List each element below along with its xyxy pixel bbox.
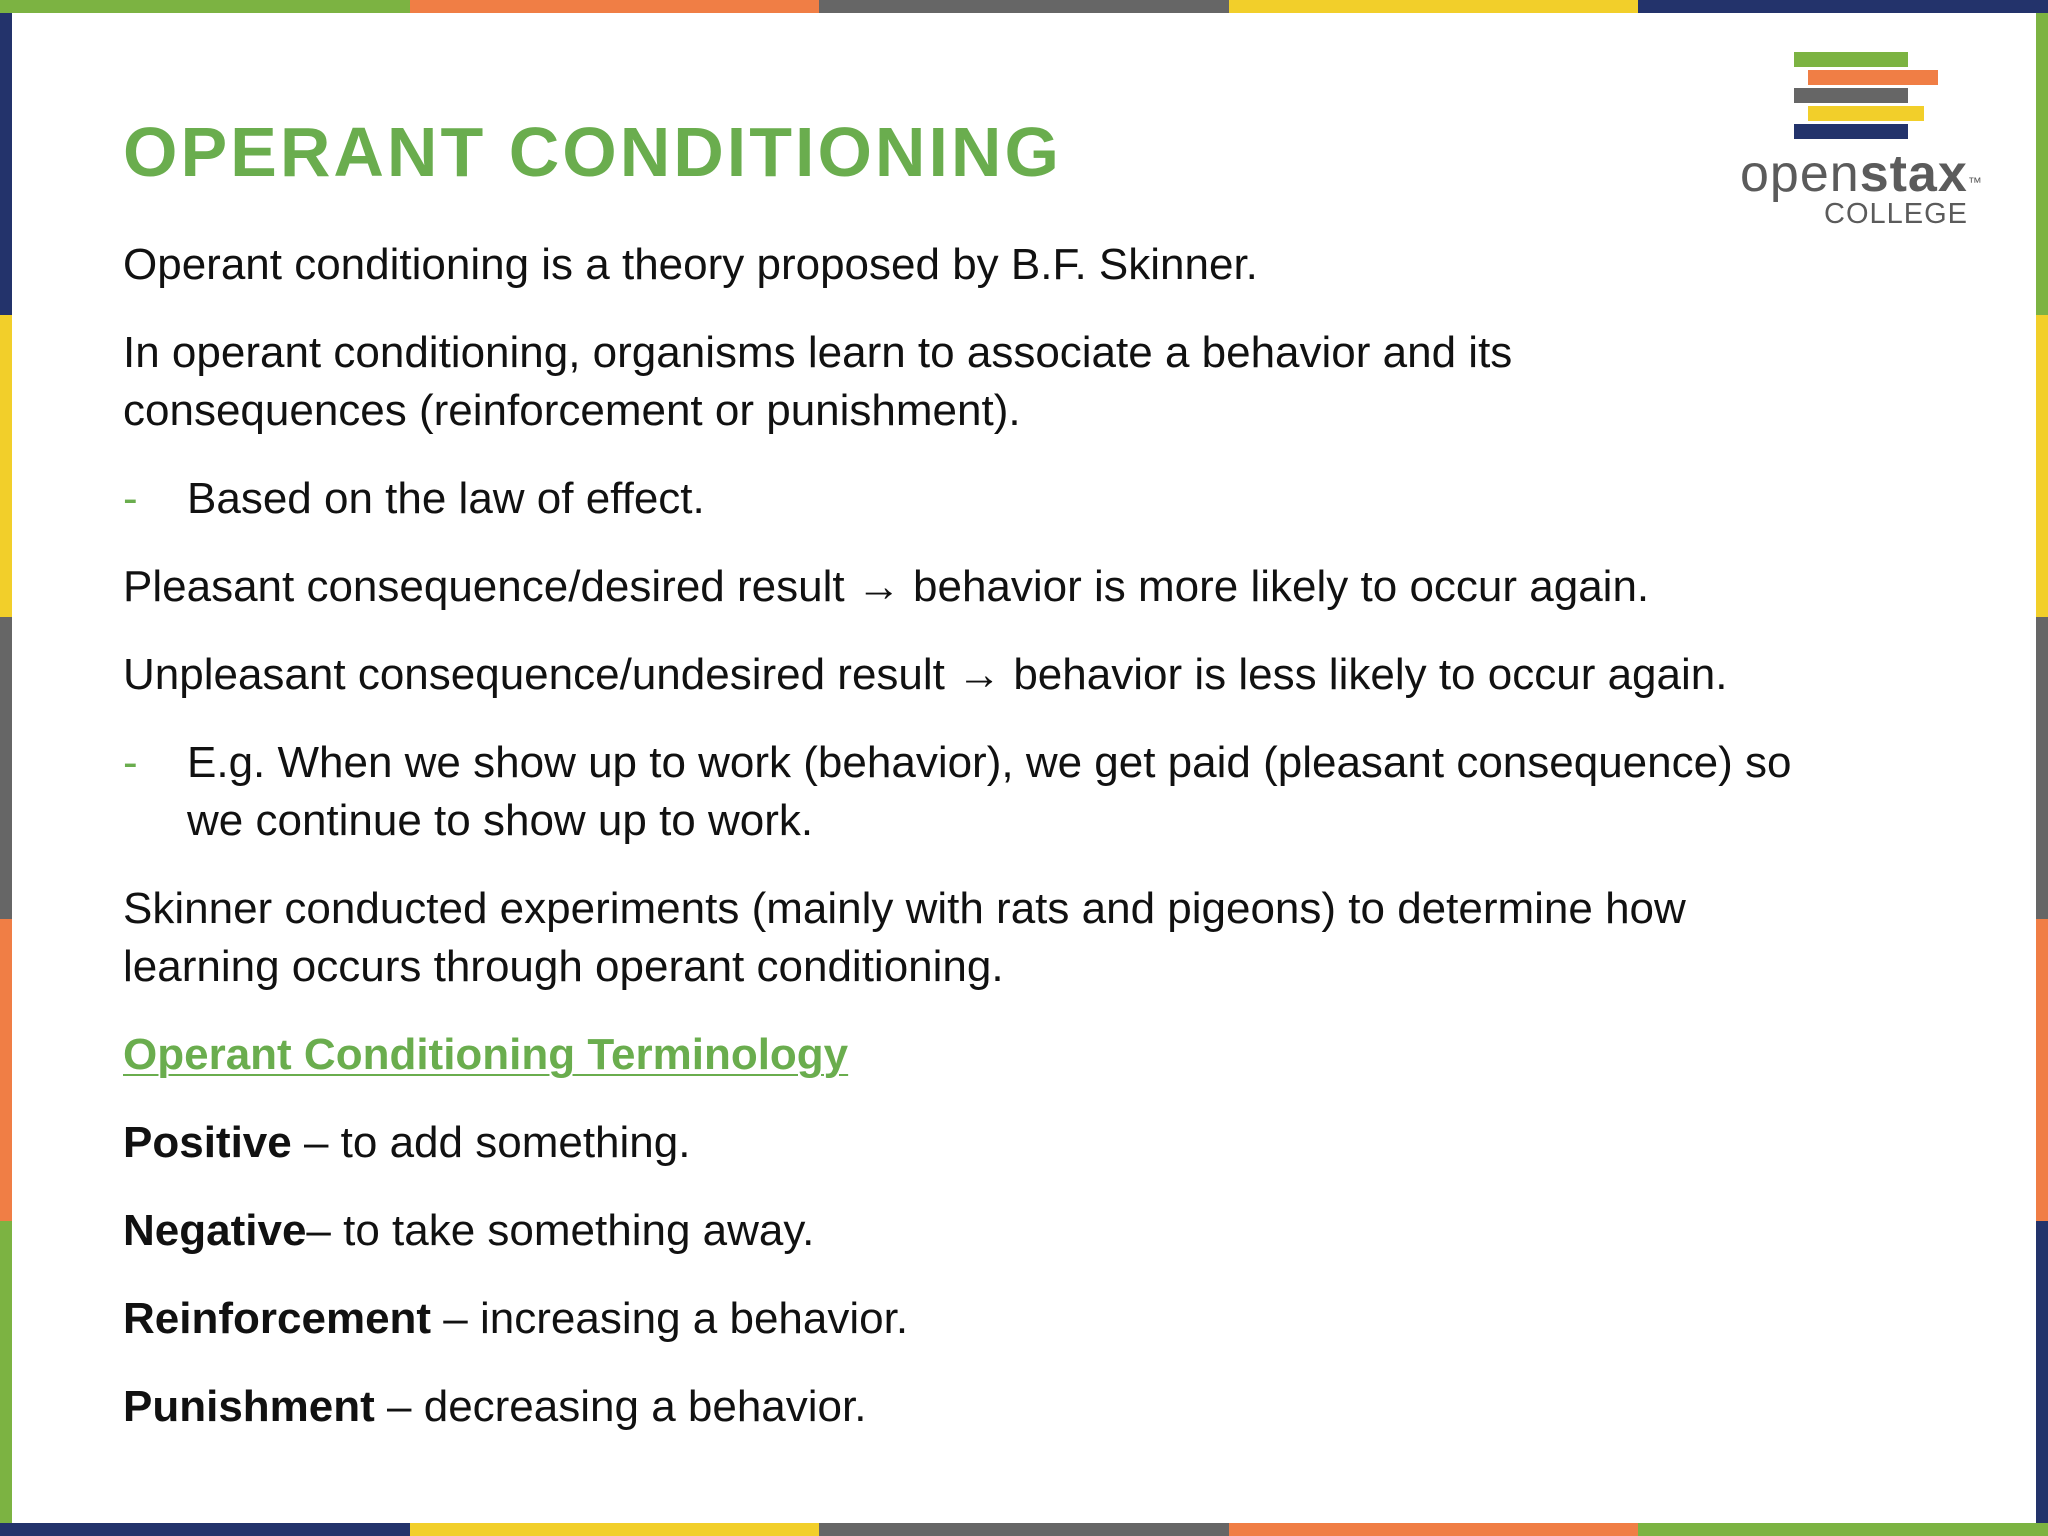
border-segment [819,0,1229,13]
bullet-text-line: E.g. When we show up to work (behavior), we get paid (pleasant consequence) so [187,738,1792,787]
bullet-text: Based on the law of effect. [187,474,705,523]
border-segment [2036,315,2048,617]
bottom-color-border [0,1523,2048,1536]
border-segment [410,1523,820,1536]
terminology-heading[interactable] [123,1026,1983,1084]
paragraph-pleasant: Pleasant consequence/desired result → behavior is more likely to occur again. [123,562,1650,611]
term-label: Positive [123,1118,292,1167]
slide-body [123,236,1983,1466]
border-segment [2036,13,2048,315]
term-punishment [123,1378,1983,1436]
logo-word-stax: stax [1859,145,1968,203]
left-color-border [0,13,12,1523]
bullet-dash: - [123,474,138,523]
term-negative [123,1202,1983,1260]
border-segment [2036,1221,2048,1523]
border-segment [2036,617,2048,919]
bullet-example [123,734,1983,850]
border-segment [819,1523,1229,1536]
border-segment [1638,0,2048,13]
term-label: Reinforcement [123,1294,432,1343]
paragraph-line: consequences (reinforcement or punishment). [123,386,1021,435]
term-label: Negative [123,1206,307,1255]
bullet-dash: - [123,738,138,787]
border-segment [0,315,12,617]
paragraph-unpleasant: Unpleasant consequence/undesired result → behavior is less likely to occur again. [123,650,1728,699]
bullet-law-of-effect [123,470,1983,528]
paragraph-line: learning occurs through operant conditioning. [123,942,1004,991]
border-segment [0,919,12,1221]
border-segment [410,0,820,13]
logo-stripe [1808,70,1938,85]
logo-trademark: ™ [1967,174,1983,190]
term-positive [123,1114,1983,1172]
term-label: Punishment [123,1382,375,1431]
paragraph-skinner-theory: Operant conditioning is a theory proposed by B.F. Skinner. [123,240,1258,289]
logo-stripe [1794,88,1908,103]
logo-college: COLLEGE [1824,198,1968,230]
border-segment [2036,919,2048,1221]
right-color-border [2036,13,2048,1523]
openstax-logo [1730,52,1990,232]
term-reinforcement [123,1290,1983,1348]
logo-word-open: open [1740,145,1860,203]
logo-stripe [1808,106,1924,121]
paragraph-experiments [123,880,1983,996]
logo-wordmark [1740,146,1983,202]
border-segment [0,0,410,13]
logo-stripe [1794,124,1908,139]
term-definition: – decreasing a behavior. [374,1382,867,1431]
border-segment [0,1523,410,1536]
bullet-text-line: we continue to show up to work. [187,796,814,845]
border-segment [0,1221,12,1523]
slide-title: OPERANT CONDITIONING [123,113,1062,191]
term-definition: – to take something away. [306,1206,815,1255]
paragraph-line: Skinner conducted experiments (mainly with rats and pigeons) to determine how [123,884,1686,933]
logo-stripes-icon [1794,52,1934,142]
paragraph-association [123,324,1983,440]
border-segment [1229,1523,1639,1536]
border-segment [0,13,12,315]
top-color-border [0,0,2048,13]
paragraph-line: In operant conditioning, organisms learn to associate a behavior and its [123,328,1513,377]
logo-stripe [1794,52,1908,67]
term-definition: – to add something. [291,1118,691,1167]
border-segment [0,617,12,919]
border-segment [1229,0,1639,13]
border-segment [1638,1523,2048,1536]
terminology-link[interactable]: Operant Conditioning Terminology [123,1030,849,1079]
term-definition: – increasing a behavior. [431,1294,909,1343]
